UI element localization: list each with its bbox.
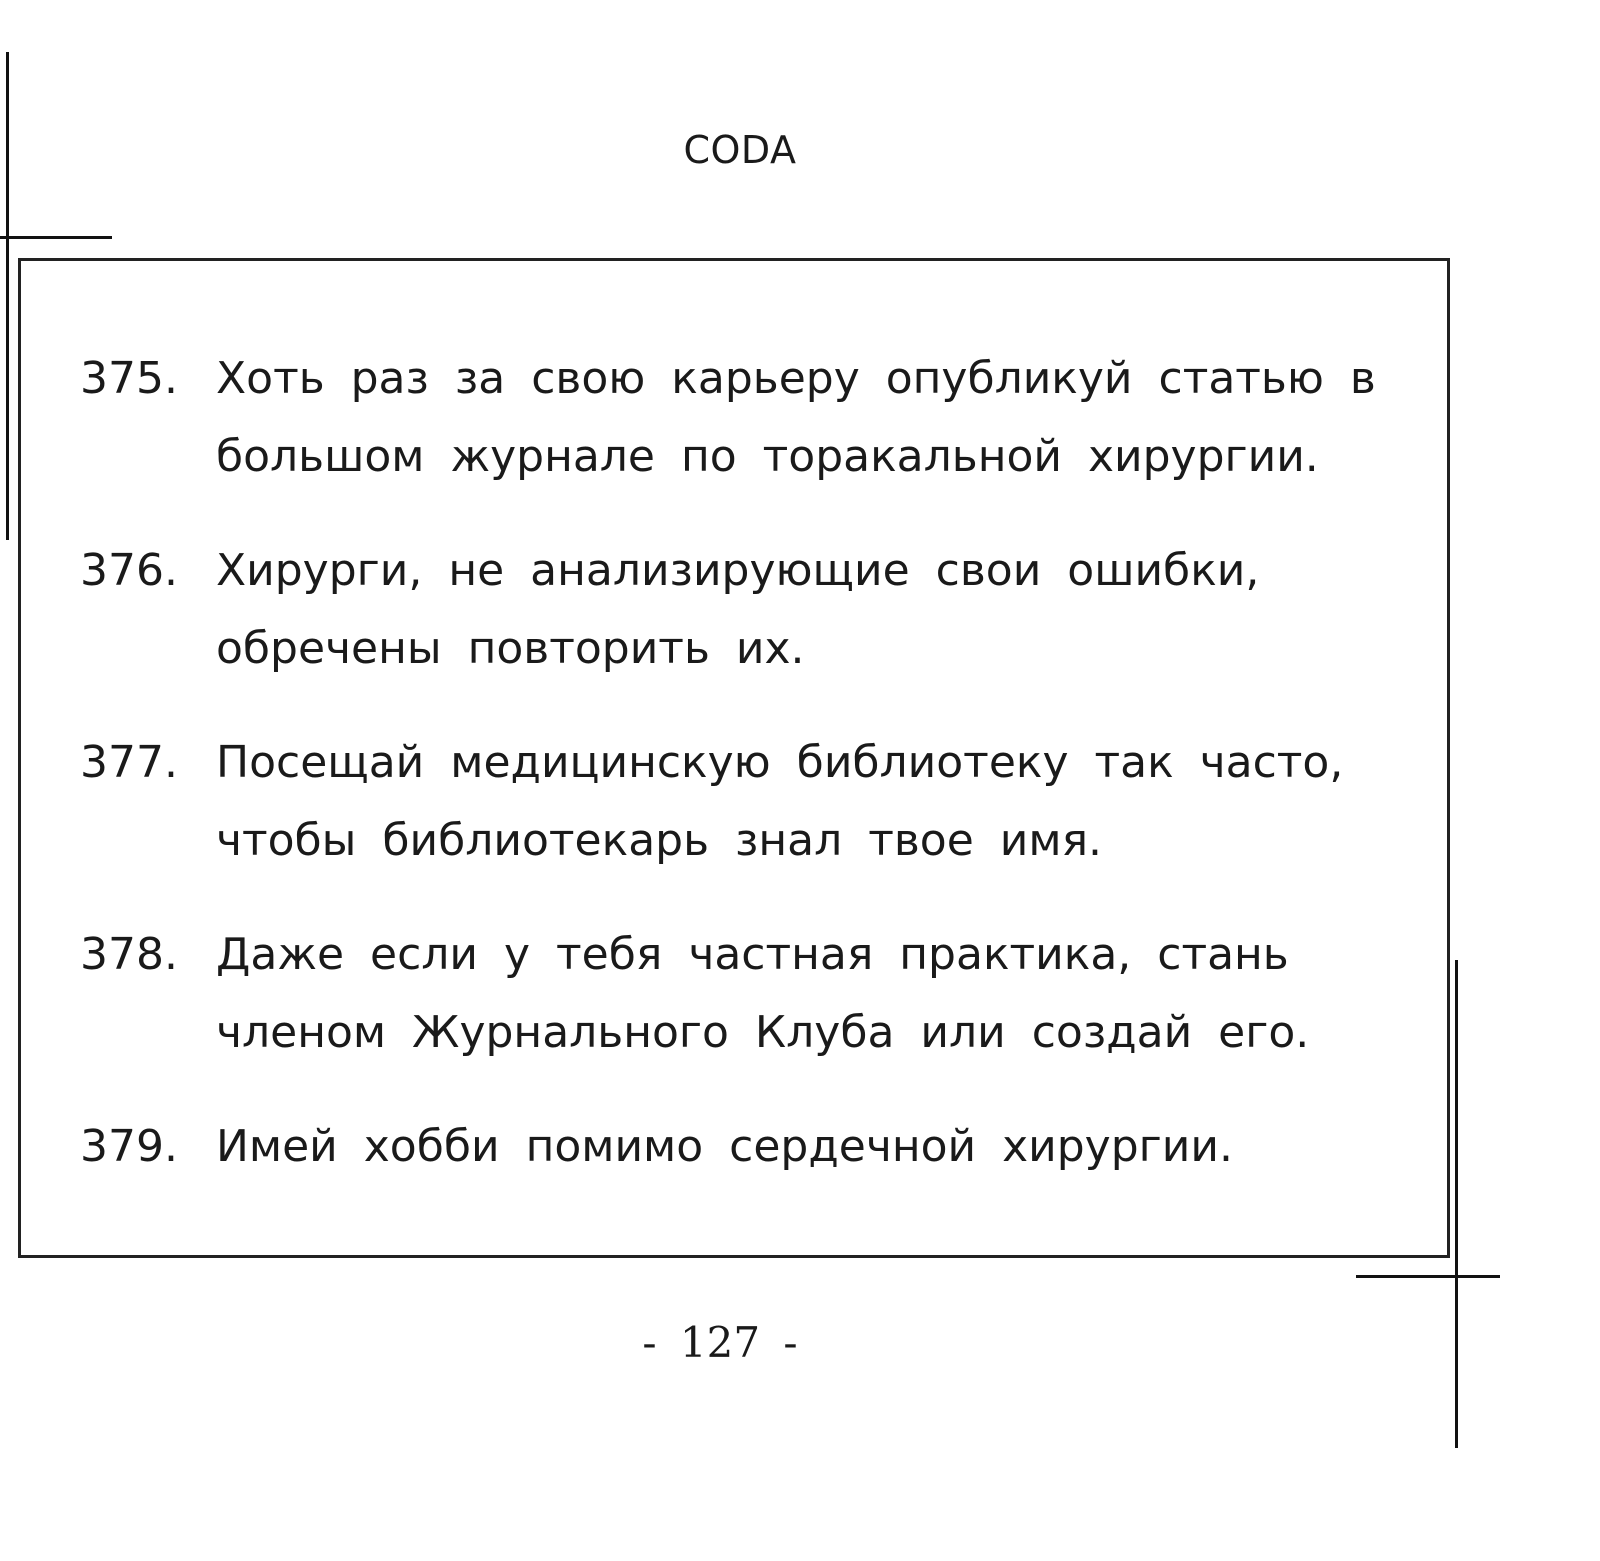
item-text: Хоть раз за свою карьеру опубликуй статью в большом журнале по торакальной хирургии. <box>216 353 1376 482</box>
item-number: 379. <box>80 1121 178 1172</box>
item-text: Имей хобби помимо сердечной хирургии. <box>216 1121 1233 1172</box>
list-item <box>80 1108 1400 1186</box>
item-number: 375. <box>80 353 178 404</box>
item-number: 377. <box>80 737 178 788</box>
list-item <box>80 724 1400 880</box>
item-text: Хирурги, не анализирующие свои ошибки, обречены повторить их. <box>216 545 1260 674</box>
item-text: Посещай медицинскую библиотеку так часто, чтобы библиотекарь знал твое имя. <box>216 737 1344 866</box>
crop-mark-bottom-right-horizontal <box>1356 1275 1500 1278</box>
item-number: 376. <box>80 545 178 596</box>
page-number: - 127 - <box>642 1318 798 1367</box>
crop-mark-bottom-right-vertical <box>1455 960 1458 1448</box>
item-number: 378. <box>80 929 178 980</box>
item-text: Даже если у тебя частная практика, стань членом Журнального Клуба или создай его. <box>216 929 1310 1058</box>
list-item <box>80 340 1400 496</box>
aphorism-list <box>80 340 1400 1222</box>
crop-mark-top-left-vertical <box>6 52 9 540</box>
crop-mark-top-left-horizontal <box>0 236 112 239</box>
list-item <box>80 916 1400 1072</box>
list-item <box>80 532 1400 688</box>
page-header-title: CODA <box>683 128 797 172</box>
